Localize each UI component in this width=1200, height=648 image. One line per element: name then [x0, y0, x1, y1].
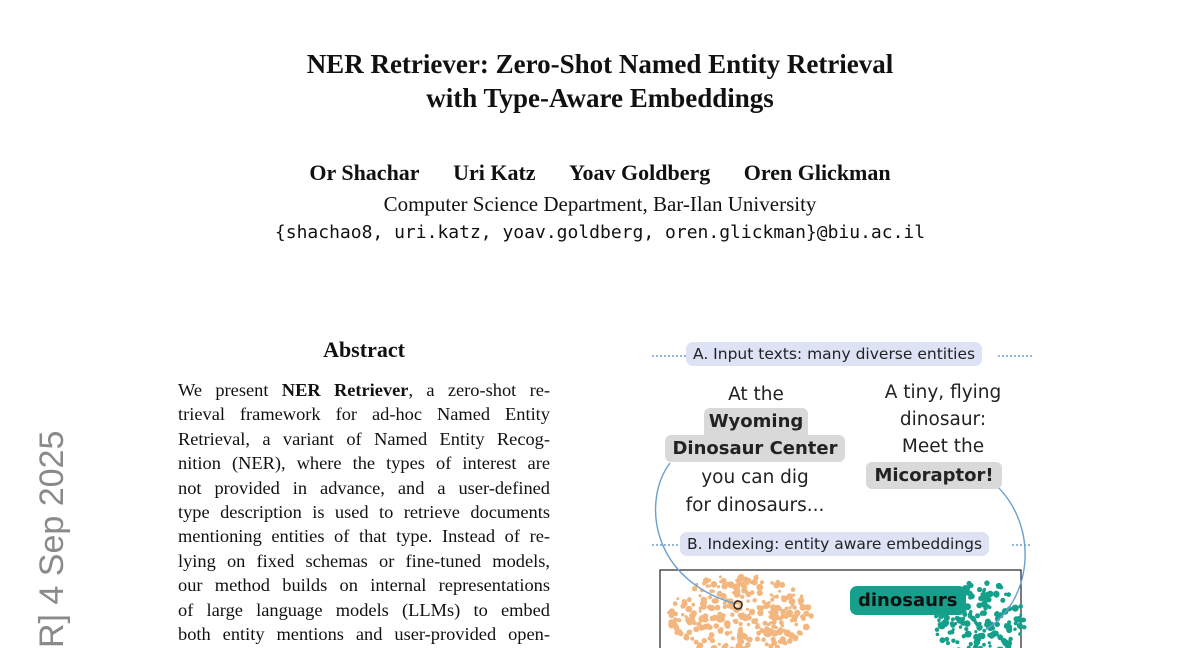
embedding-point	[955, 640, 959, 644]
embedding-point	[1007, 620, 1011, 624]
embedding-point	[729, 631, 732, 634]
embedding-point	[798, 597, 805, 604]
embedding-point	[778, 590, 781, 593]
embedding-point	[968, 583, 973, 588]
paper-title	[0, 47, 1200, 115]
embedding-point	[732, 584, 739, 591]
embedding-point	[703, 604, 707, 608]
abstract-line: type description is used to retrieve documents	[178, 501, 550, 522]
embedding-point	[755, 575, 758, 578]
author-1: Or Shachar	[309, 160, 420, 185]
embedding-point	[809, 613, 814, 618]
embedding-point	[691, 603, 695, 607]
embedding-point	[1018, 604, 1023, 609]
author-2: Uri Katz	[453, 160, 536, 185]
embedding-point	[783, 641, 787, 645]
embedding-point	[769, 621, 773, 625]
embedding-point	[731, 636, 735, 640]
embedding-point	[948, 630, 952, 634]
embedding-point	[711, 581, 718, 588]
embedding-point	[749, 609, 755, 615]
embedding-point	[1013, 628, 1016, 631]
embedding-point	[773, 614, 779, 620]
embedding-point	[954, 622, 957, 625]
embedding-point	[962, 634, 966, 638]
embedding-point	[753, 598, 757, 602]
embedding-point	[719, 627, 723, 631]
embedding-point	[799, 632, 803, 636]
embedding-point	[967, 591, 972, 596]
embedding-point	[710, 616, 715, 621]
embedding-point	[1021, 618, 1026, 623]
embedding-point	[738, 628, 743, 633]
embedding-point	[763, 602, 770, 609]
embedding-point	[936, 633, 940, 637]
embedding-point	[751, 579, 757, 585]
embedding-point	[784, 614, 789, 619]
embedding-point	[944, 624, 947, 627]
abstract-line: not provided in advance, and a user-defined	[178, 477, 550, 498]
embedding-point	[961, 617, 965, 621]
embedding-point	[745, 616, 749, 620]
highlight-micoraptor: Micoraptor!	[866, 462, 1002, 489]
embedding-point	[946, 641, 950, 645]
embedding-point	[996, 583, 1002, 589]
embedding-point	[1008, 637, 1012, 641]
embedding-point	[951, 639, 955, 643]
embedding-point	[787, 638, 793, 644]
embedding-point	[805, 606, 809, 610]
embedding-point	[691, 610, 697, 616]
embedding-point	[1014, 621, 1018, 625]
embedding-point	[940, 637, 946, 643]
embedding-point	[722, 583, 728, 589]
text2-line1: A tiny, flying	[884, 382, 1002, 403]
embedding-point	[732, 591, 735, 594]
embedding-point	[988, 606, 992, 610]
embedding-point	[778, 640, 782, 644]
highlight-wyoming: Wyoming	[704, 408, 808, 435]
embedding-point	[985, 592, 991, 598]
embedding-point	[741, 587, 746, 592]
embedding-point	[721, 578, 727, 584]
embedding-point	[974, 630, 977, 633]
embedding-point	[713, 598, 719, 604]
embedding-point	[673, 601, 678, 606]
embedding-point	[709, 605, 715, 611]
embedding-point	[770, 581, 774, 585]
embedding-point	[758, 605, 764, 611]
embedding-point	[667, 611, 670, 614]
embedding-point	[699, 625, 705, 631]
embedding-point	[964, 627, 968, 631]
text1-line3: for dinosaurs...	[685, 495, 825, 516]
embedding-point	[730, 613, 734, 617]
highlight-dinosaur-center: Dinosaur Center	[665, 435, 845, 462]
abstract-line: Retrieval, a variant of Named Entity Recog-	[178, 428, 550, 449]
text1-line2: you can dig	[701, 467, 809, 488]
embedding-point	[802, 617, 805, 620]
embedding-point	[748, 578, 752, 582]
embedding-point	[700, 615, 703, 618]
abstract-line: nition (NER), where the types of interest are	[178, 453, 550, 474]
embedding-point	[978, 596, 984, 602]
embedding-point	[951, 617, 955, 621]
embedding-point	[693, 626, 699, 632]
embedding-point	[776, 629, 783, 636]
embedding-point	[721, 593, 727, 599]
embedding-point	[959, 625, 962, 628]
abstract-line: mentioning entities of that type. Instead of re-	[178, 526, 550, 547]
embedding-point	[988, 633, 994, 639]
embedding-point	[723, 643, 728, 648]
embedding-point	[723, 604, 728, 609]
embedding-point	[788, 606, 791, 609]
embedding-point	[691, 618, 696, 623]
embedding-point	[969, 610, 973, 614]
embedding-point	[740, 595, 744, 599]
abstract-line: trieval framework for ad-hoc Named Entity	[178, 404, 550, 425]
embedding-point	[968, 595, 972, 599]
embedding-point	[680, 604, 685, 609]
embedding-point	[978, 622, 982, 626]
embedding-point	[1019, 625, 1023, 629]
embedding-point	[1004, 624, 1009, 629]
embedding-point	[1018, 632, 1022, 636]
embedding-point	[685, 606, 692, 613]
embedding-point	[706, 584, 709, 587]
embedding-point	[969, 642, 973, 646]
embedding-point	[714, 623, 720, 629]
embedding-point	[707, 579, 711, 583]
embedding-point	[717, 585, 720, 588]
embedding-point	[761, 637, 766, 642]
embedding-point	[677, 618, 681, 622]
abstract-line: lying on fixed schemas or fine-tuned models,	[178, 550, 550, 571]
embedding-point	[746, 599, 749, 602]
embedding-point	[705, 618, 709, 622]
embedding-point	[988, 641, 991, 644]
abstract-body	[178, 378, 550, 646]
embedding-point	[792, 594, 795, 597]
embedding-point	[787, 610, 790, 613]
embedding-point	[789, 598, 796, 605]
embedding-point	[791, 587, 796, 592]
embedding-point	[803, 611, 809, 617]
embedding-point	[977, 587, 982, 592]
embedding-point	[760, 580, 764, 584]
embedding-point	[950, 621, 954, 625]
embedding-point	[937, 618, 941, 622]
embedding-point	[964, 620, 971, 627]
embedding-point	[670, 622, 676, 628]
embedding-point	[690, 637, 694, 641]
embedding-point	[708, 637, 712, 641]
embedding-point	[944, 616, 948, 620]
embedding-point	[773, 595, 776, 598]
embedding-point	[741, 633, 745, 637]
author-4: Oren Glickman	[743, 160, 891, 185]
embedding-point	[972, 617, 977, 622]
embedding-point	[720, 614, 723, 617]
arxiv-side-stamp: R] 4 Sep 2025	[33, 430, 71, 648]
overview-figure	[640, 330, 1050, 648]
embedding-point	[699, 594, 702, 597]
embedding-point	[719, 575, 722, 578]
embedding-point	[755, 636, 760, 641]
embedding-point	[993, 591, 1000, 598]
embedding-point	[771, 637, 776, 642]
embedding-point	[735, 579, 739, 583]
embedding-point	[941, 621, 945, 625]
title-line-2: with Type-Aware Embeddings	[426, 83, 774, 113]
embedding-point	[724, 621, 729, 626]
embedding-point	[978, 633, 981, 636]
embedding-point	[952, 628, 955, 631]
abstract-line: our method builds on internal representations	[178, 575, 550, 596]
author-emails: {shachao8, uri.katz, yoav.goldberg, oren.glickman}@biu.ac.il	[274, 222, 926, 243]
embedding-point	[694, 640, 699, 645]
embedding-point	[746, 592, 752, 598]
embedding-point	[692, 586, 697, 591]
embedding-point	[985, 581, 989, 585]
embedding-point	[738, 622, 742, 626]
abstract-line: We present NER Retriever, a zero-shot re-	[178, 380, 551, 400]
cluster-label-dinosaurs: dinosaurs	[850, 586, 966, 615]
embedding-point	[982, 643, 986, 647]
embedding-point	[792, 635, 798, 641]
text2-line3: Meet the	[901, 436, 985, 457]
embedding-point	[770, 604, 776, 610]
embedding-point	[800, 594, 803, 597]
abstract-line: both entity mentions and user-provided open-	[178, 623, 550, 644]
embedding-point	[765, 642, 769, 646]
embedding-point	[773, 582, 779, 588]
embedding-point	[702, 638, 707, 643]
abstract-line: of large language models (LLMs) to embed	[178, 599, 550, 620]
embedding-point	[989, 645, 992, 648]
embedding-point	[708, 595, 712, 599]
embedding-point	[699, 610, 702, 613]
embedding-point	[681, 613, 685, 617]
embedding-point	[707, 625, 712, 630]
text2-line2: dinosaur:	[899, 409, 987, 430]
embedding-point	[760, 628, 765, 633]
embedding-point	[794, 623, 798, 627]
embedding-point	[733, 619, 736, 622]
embedding-point	[1006, 592, 1011, 597]
embedding-point	[756, 584, 763, 591]
abstract-heading: Abstract	[323, 337, 405, 362]
embedding-point	[770, 593, 773, 596]
embedding-point	[709, 589, 713, 593]
embedding-point	[757, 590, 763, 596]
embedding-point	[983, 588, 986, 591]
embedding-point	[687, 597, 692, 602]
embedding-point	[718, 643, 721, 646]
embedding-point	[1012, 605, 1019, 612]
embedding-point	[803, 624, 810, 631]
embedding-point	[775, 626, 778, 629]
section-b-label: B. Indexing: entity aware embeddings	[680, 532, 989, 556]
embedding-point	[725, 631, 730, 636]
embedding-point	[751, 618, 757, 624]
section-a-label: A. Input texts: many diverse entities	[686, 342, 982, 366]
embedding-point	[1000, 598, 1005, 603]
embedding-point	[980, 612, 984, 616]
text1-line1: At the	[728, 384, 784, 405]
embedding-point	[938, 624, 942, 628]
embedding-point	[673, 617, 678, 622]
embedding-point	[747, 623, 751, 627]
embedding-point	[781, 624, 784, 627]
author-list	[0, 160, 1200, 186]
embedding-point	[1022, 625, 1026, 629]
system-name: NER Retriever	[281, 380, 409, 400]
embedding-point	[780, 609, 786, 615]
embedding-point	[676, 597, 679, 600]
embedding-point	[975, 613, 980, 618]
embedding-point	[685, 617, 691, 623]
embedding-point	[781, 596, 787, 602]
embedding-point	[715, 605, 721, 611]
embedding-point	[746, 608, 749, 611]
embedding-point	[779, 582, 785, 588]
affiliation: Computer Science Department, Bar-Ilan University	[383, 192, 817, 216]
embedding-point	[684, 633, 689, 638]
author-3: Yoav Goldberg	[569, 160, 711, 185]
embedding-point	[955, 616, 960, 621]
title-line-1: NER Retriever: Zero-Shot Named Entity Retrieval	[306, 49, 894, 79]
embedding-point	[745, 642, 750, 647]
embedding-point	[674, 630, 679, 635]
embedding-point	[935, 628, 939, 632]
embedding-point	[792, 614, 798, 620]
embedding-point	[1019, 613, 1022, 616]
